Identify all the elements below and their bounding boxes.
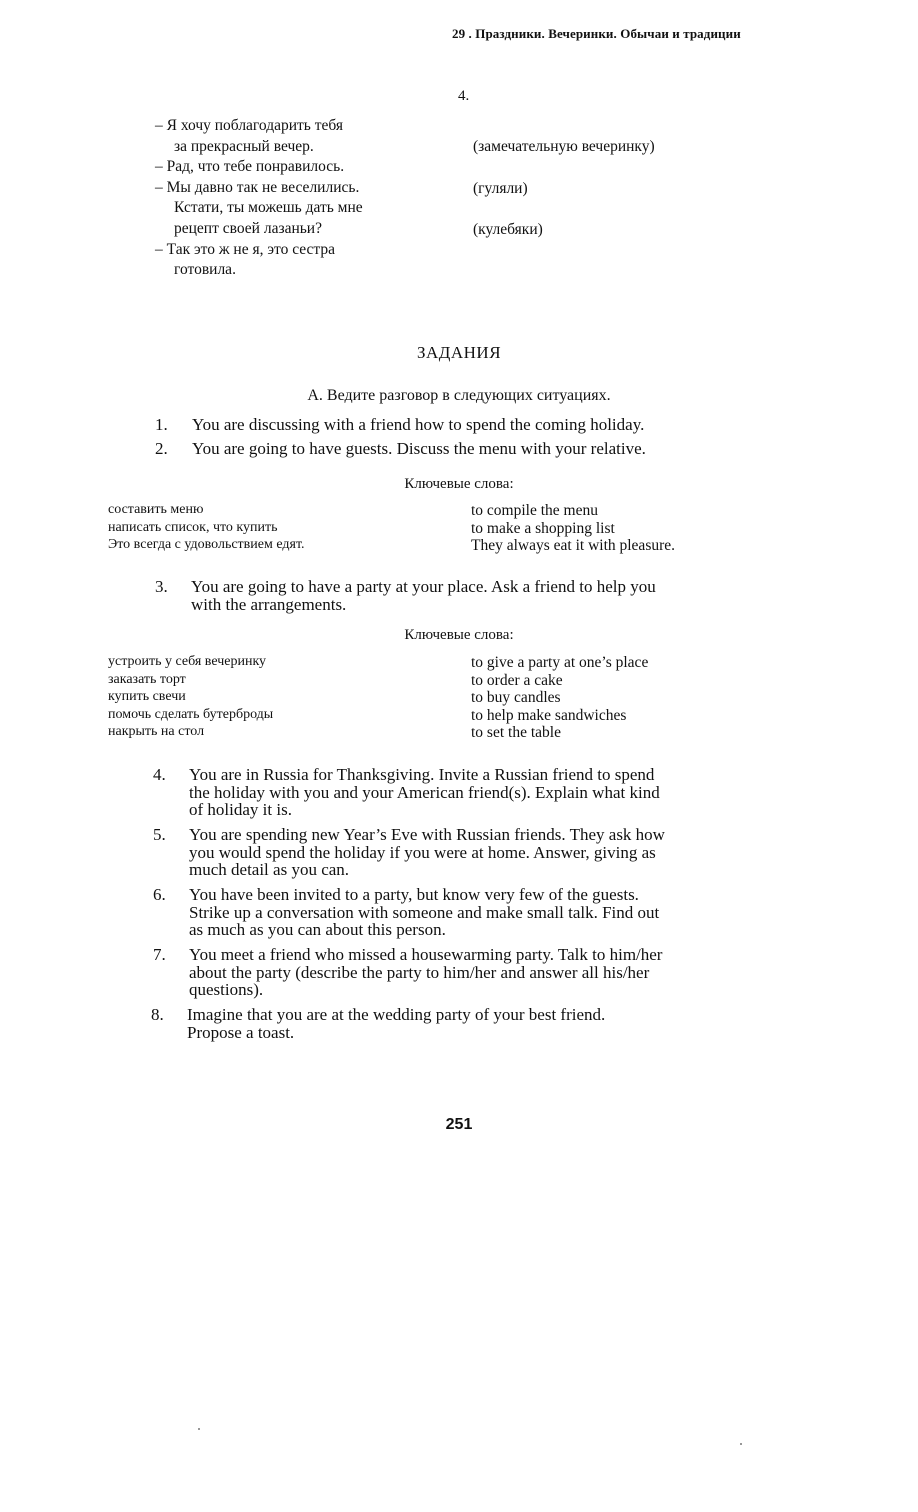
dialogue-line: – Рад, что тебе понравилось.: [155, 158, 345, 176]
task-number: 4.: [153, 765, 166, 784]
task-item: [155, 416, 875, 436]
task-item: [155, 440, 875, 460]
keyword-ru: помочь сделать бутерброды: [108, 706, 274, 722]
exercise-number: 4.: [458, 88, 470, 104]
task-item: [155, 578, 875, 618]
dialogue-line: – Я хочу поблагодарить тебя: [155, 117, 344, 134]
keyword-ru: купить свечи: [108, 689, 186, 704]
dialogue-line: – Мы давно так не веселились.: [155, 178, 360, 196]
task-text: about the party (describe the party to him/her and answer all his/her: [189, 962, 650, 982]
task-item: [151, 1006, 871, 1046]
task-text: You are going to have a party at your place. Ask a friend to help you: [191, 577, 656, 596]
keyword-en: to compile the menu: [471, 502, 598, 519]
keyword-en: to help make sandwiches: [471, 706, 627, 724]
task-text: You are discussing with a friend how to spend the coming holiday.: [192, 415, 645, 434]
keyword-ru: устроить у себя вечеринку: [108, 654, 267, 669]
task-text: Imagine that you are at the wedding party of your best friend.: [187, 1005, 606, 1024]
dialogue-line: Кстати, ты можешь дать мне: [174, 199, 363, 217]
task-item: [153, 946, 873, 1002]
task-text: You are spending new Year’s Eve with Russian friends. They ask how: [189, 825, 665, 844]
task-text: Strike up a conversation with someone and make small talk. Find out: [189, 902, 660, 922]
scan-speck: [198, 1428, 200, 1430]
dialogue-line: – Так это ж не я, это сестра: [155, 240, 336, 258]
dialogue-line: рецепт своей лазаньи?: [174, 219, 322, 237]
keyword-en: They always eat it with pleasure.: [471, 537, 676, 554]
keyword-ru: заказать торт: [108, 671, 186, 687]
dialogue-line: готовила.: [174, 261, 236, 279]
task-text: you would spend the holiday if you were at home. Answer, giving as: [189, 842, 656, 862]
keywords-english: [471, 654, 648, 742]
task-text: You have been invited to a party, but know very few of the guests.: [189, 885, 639, 904]
task-text: You are in Russia for Thanksgiving. Invite a Russian friend to spend: [189, 765, 655, 784]
task-text: questions).: [189, 980, 264, 999]
task-number: 1.: [155, 415, 168, 434]
task-text: with the arrangements.: [191, 594, 347, 614]
task-text: much detail as you can.: [189, 860, 350, 879]
task-item: [153, 826, 873, 882]
keyword-ru: Это всегда с удовольствием едят.: [108, 537, 305, 552]
task-item: [153, 766, 873, 822]
task-text: the holiday with you and your American friend(s). Explain what kind: [189, 782, 660, 802]
substitution-option: (кулебяки): [473, 221, 543, 238]
keyword-en: to give a party at one’s place: [471, 654, 649, 671]
dialogue-line: за прекрасный вечер.: [174, 137, 314, 155]
keywords-heading: Ключевые слова:: [404, 627, 514, 643]
keywords-russian: [108, 653, 273, 741]
substitution-option: (замечательную вечеринку): [473, 138, 655, 155]
keyword-ru: накрыть на стол: [108, 724, 205, 739]
task-text: You meet a friend who missed a housewarming party. Talk to him/her: [189, 945, 663, 964]
section-subtitle: А. Ведите разговор в следующих ситуациях.: [307, 387, 611, 404]
page-number: 251: [445, 1116, 473, 1133]
task-number: 2.: [155, 439, 168, 458]
dialogue: [155, 116, 455, 281]
keyword-en: to make a shopping list: [471, 519, 615, 537]
keyword-ru: составить меню: [108, 502, 204, 517]
task-number: 6.: [153, 885, 166, 904]
task-number: 7.: [153, 945, 166, 964]
keywords-russian: [108, 501, 305, 554]
task-text: as much as you can about this person.: [189, 920, 446, 939]
keyword-ru: написать список, что купить: [108, 519, 278, 535]
keyword-en: to buy candles: [471, 689, 561, 706]
task-text: Propose a toast.: [187, 1022, 295, 1042]
keyword-en: to set the table: [471, 724, 561, 741]
keyword-en: to order a cake: [471, 671, 563, 689]
task-text: of holiday it is.: [189, 800, 292, 819]
substitution-option: (гуляли): [473, 180, 528, 197]
keywords-heading: Ключевые слова:: [404, 476, 514, 492]
task-number: 8.: [151, 1005, 164, 1024]
scan-speck: [740, 1443, 742, 1445]
running-head: 29 . Праздники. Вечеринки. Обычаи и традиции: [452, 26, 741, 41]
keywords-english: [471, 502, 675, 555]
task-number: 5.: [153, 825, 166, 844]
task-item: [153, 886, 873, 942]
task-number: 3.: [155, 577, 168, 596]
task-text: You are going to have guests. Discuss the menu with your relative.: [192, 439, 646, 458]
section-title: ЗАДАНИЯ: [416, 343, 502, 362]
